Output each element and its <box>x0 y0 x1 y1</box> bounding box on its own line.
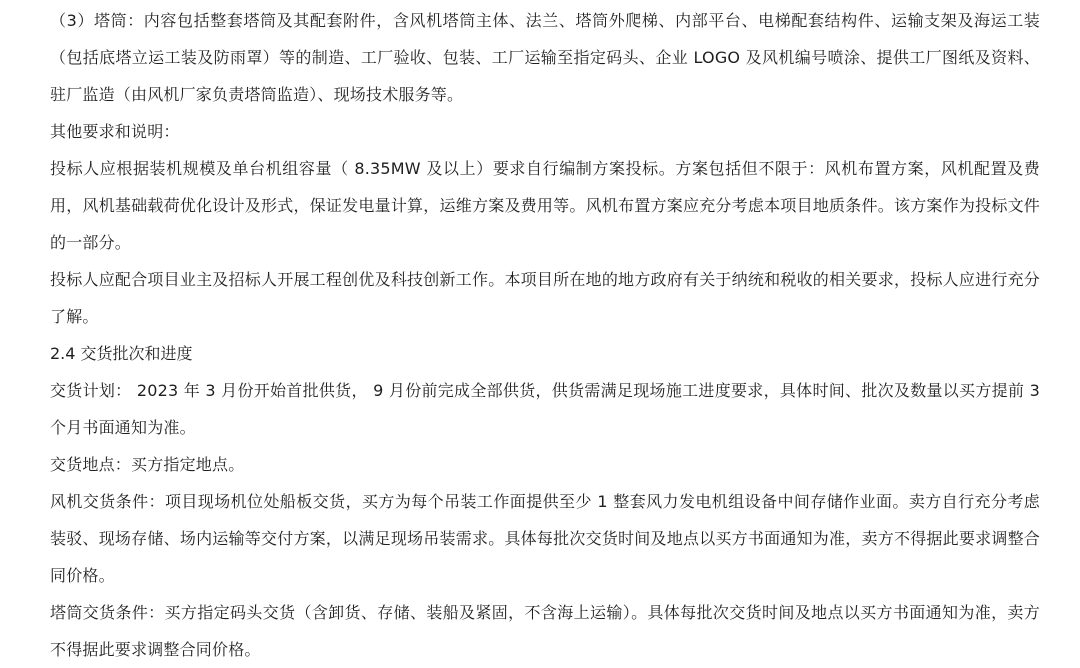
paragraph-cooperation: 投标人应配合项目业主及招标人开展工程创优及科技创新工作。本项目所在地的地方政府有关于纳统和税收的相关要求，投标人应进行充分了解。 <box>50 270 1040 326</box>
paragraph-delivery-location: 交货地点：买方指定地点。 <box>50 455 245 474</box>
paragraph-turbine-delivery-terms: 风机交货条件：项目现场机位处船板交货，买方为每个吊装工作面提供至少 1 整套风力发电机组设备中间存储作业面。卖方自行充分考虑装驳、现场存储、场内运输等交付方案，以满足现场吊装需求。具体每批次交货时间及地点以买方书面通知为准，卖方不得据此要求调整合同价格。 <box>50 492 1040 585</box>
paragraph-other-requirements-heading: 其他要求和说明： <box>50 122 180 141</box>
section-heading-delivery: 2.4 交货批次和进度 <box>50 344 193 363</box>
paragraph-bid-scheme: 投标人应根据装机规模及单台机组容量（ 8.35MW 及以上）要求自行编制方案投标。方案包括但不限于：风机布置方案，风机配置及费用，风机基础载荷优化设计及形式，保证发电量计算，运维方案及费用等。风机布置方案应充分考虑本项目地质条件。该方案作为投标文件的一部分。 <box>50 159 1040 252</box>
paragraph-tower-delivery-terms: 塔筒交货条件：买方指定码头交货（含卸货、存储、装船及紧固，不含海上运输）。具体每批次交货时间及地点以买方书面通知为准，卖方不得据此要求调整合同价格。 <box>50 603 1040 659</box>
paragraph-tower-scope: （3）塔筒：内容包括整套塔筒及其配套附件，含风机塔筒主体、法兰、塔筒外爬梯、内部平台、电梯配套结构件、运输支架及海运工装（包括底塔立运工装及防雨罩）等的制造、工厂验收、包装、工厂运输至指定码头、企业 LOGO 及风机编号喷涂、提供工厂图纸及资料、驻厂监造（由风机厂家负责塔筒监造）、现场技术服务等。 <box>50 11 1040 104</box>
paragraph-delivery-plan: 交货计划： 2023 年 3 月份开始首批供货， 9 月份前完成全部供货，供货需满足现场施工进度要求，具体时间、批次及数量以买方提前 3 个月书面通知为准。 <box>50 381 1040 437</box>
